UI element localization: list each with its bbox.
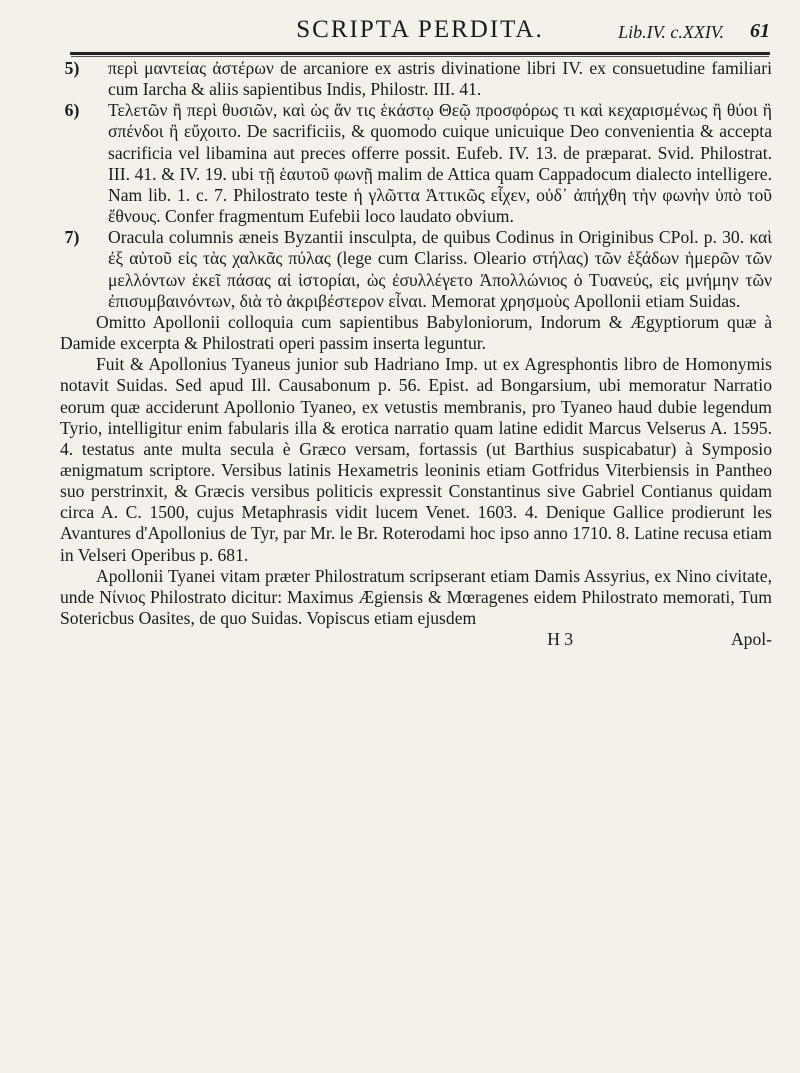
footnote-text: περὶ μαντείας ἀστέρων de arcaniore ex astris divinatione libri IV. ex consuetudine familiari cum Iarcha & aliis sapientibus Indis, Philostr. III. 41.	[108, 58, 772, 100]
header-rule	[70, 52, 770, 55]
footnote-text: Τελετῶν ἢ περὶ θυσιῶν, καὶ ὡς ἄν τις ἑκάστῳ Θεῷ προσφόρως τι καὶ κεχαρισμένως ἢ θύοι ἢ σπένδοι ἢ εὔχοιτο. De sacrificiis, & quomodo cuique unicuique Deo convenientia & accepta sacrificia vel libamina aut preces offerre possit. Eufeb. IV. 13. de præparat. Svid. Philostrat. III. 41. & IV. 19. ubi τῇ ἑαυτοῦ φωνῇ malim de Attica quam Cappadocum dialecto intelligere. Nam lib. 1. c. 7. Philostrato teste ἡ γλῶττα Ἀττικῶς εἶχεν, οὐδ᾽ ἀπήχθη τὴν φωνὴν ὑπὸ τοῦ ἔθνους. Confer fragmentum Eufebii loco laudato obvium.	[108, 100, 772, 227]
footnote-marker: 7)	[64, 227, 80, 248]
footnote-marker: 6)	[64, 100, 80, 121]
page-body	[60, 58, 772, 650]
running-header	[70, 10, 770, 50]
footnote-text: Oracula columnis æneis Byzantii insculpta, de quibus Codinus in Originibus CPol. p. 30. καὶ ἐξ αὐτοῦ εἰς τὰς χαλκᾶς πύλας (lege cum Clariss. Oleario στήλας) τῶν ἑξάδων ἡμερῶν τῶν μελλόντων ἐκεῖ πάσας αἱ ἱστορίαι, ὡς ἐσυλλέγετο Ἀπολλώνιος ὁ Τυανεύς, εἰς μνήμην τῶν ἐπισυμβαινόντων, διὰ τὸ ἀκριβέστερον εἶναι. Memorat χρησμοὺς Apollonii etiam Suidas.	[108, 227, 772, 311]
page-number: 61	[750, 20, 770, 42]
footnote-5	[60, 58, 772, 100]
header-reference: Lib.IV. c.XXIV.	[618, 22, 724, 42]
footnote-6	[60, 100, 772, 227]
body-paragraph: Fuit & Apollonius Tyaneus junior sub Hadriano Imp. ut ex Agresphontis libro de Homonymis notavit Suidas. Sed apud Ill. Causabonum p. 56. Epist. ad Bongarsium, ubi memoratur Narratio eorum quæ acciderunt Apollonio Tyaneo, ex vetustis membranis, pro Tyaneo haud dubie legendum Tyrio, intelligitur enim fabularis illa & erotica narratio quam latine edidit Marcus Velserus A. 1595. 4. testatus ante multa secula è Græco versam, fortassis (ut Barthius suspicabatur) à Symposio ænigmatum scriptore. Versibus latinis Hexametris leoninis etiam Gotfridus Viterbiensis in Pantheo suo perstrinxit, & Græcis versibus politicis expressit Constantinus sive Gabriel Contianus quidam circa A. C. 1500, cujus Metaphrasis vidit lucem Venet. 1603. 4. Denique Gallice prodierunt les Avantures d'Apollonius de Tyr, par Mr. le Br. Roterodami hoc ipso anno 1710. 8. Latine recusa etiam in Velseri Operibus p. 681.	[60, 354, 772, 565]
footnote-7	[60, 227, 772, 312]
body-paragraph: Apollonii Tyanei vitam præter Philostratum scripserant etiam Damis Assyrius, ex Nino civitate, unde Νίνιος Philostrato dicitur: Maximus Ægiensis & Mœragenes eidem Philostrato memorati, Tum Sotericbus Oasites, de quo Suidas. Vopiscus etiam ejusdem	[60, 565, 772, 629]
catchword: Apol-	[730, 629, 772, 650]
body-paragraph: Omitto Apollonii colloquia cum sapientibus Babyloniorum, Indorum & Ægyptiorum quæ à Damide excerpta & Philostrati operi passim inserta leguntur.	[60, 311, 772, 354]
header-title: SCRIPTA PERDITA.	[296, 16, 544, 43]
signature-mark: H 3	[547, 629, 574, 650]
footnote-marker: 5)	[64, 58, 80, 78]
page-footer	[60, 629, 772, 650]
